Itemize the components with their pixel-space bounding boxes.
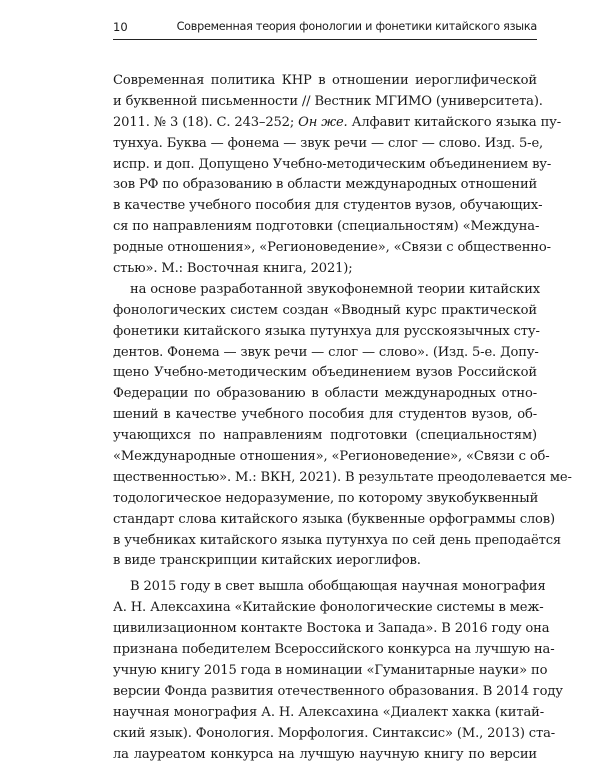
text-span: Алфавит китайского языка пу- <box>348 115 561 130</box>
text-line: зов РФ по образованию в области международных отношений <box>113 175 537 196</box>
text-line: фонетики китайского языка путунхуа для русскоязычных сту- <box>113 322 537 343</box>
text-line: Федерации по образованию в области международных отно- <box>113 384 537 405</box>
text-line: в виде транскрипции китайских иероглифов. <box>113 551 537 572</box>
text-line: А. Н. Алексахина «Китайские фонологические системы в меж- <box>113 598 537 619</box>
text-line: научная монография А. Н. Алексахина «Диалект хакка (китай- <box>113 703 537 724</box>
text-line: цивилизационном контакте Востока и Запада». В 2016 году она <box>113 619 537 640</box>
header-rule <box>113 39 537 40</box>
text-line: на основе разработанной звукофонемной теории китайских <box>113 280 537 301</box>
text-line: родные отношения», «Регионоведение», «Связи с общественно- <box>113 238 537 259</box>
text-line: в учебниках китайского языка путунхуа по сей день преподаётся <box>113 531 537 552</box>
paragraph-1 <box>113 71 537 280</box>
text-line: ся по направлениям подготовки (специальностям) «Междуна- <box>113 217 537 238</box>
text-line: стью». М.: Восточная книга, 2021); <box>113 259 537 280</box>
text-line: в качестве учебного пособия для студентов вузов, обучающих- <box>113 196 537 217</box>
text-line: учающихся по направлениям подготовки (специальностям) <box>113 426 537 447</box>
body-text <box>113 71 537 765</box>
text-line: испр. и доп. Допущено Учебно-методическим объединением ву- <box>113 155 537 176</box>
text-line: щественностью». М.: ВКН, 2021). В результате преодолевается ме- <box>113 468 537 489</box>
text-span: 2011. № 3 (18). С. 243–252; <box>113 115 294 130</box>
text-line: признана победителем Всероссийского конкурса на лучшую на- <box>113 640 537 661</box>
text-line: учную книгу 2015 года в номинации «Гуманитарные науки» по <box>113 661 537 682</box>
italic-author-ref: Он же. <box>298 115 347 130</box>
running-header <box>113 14 537 40</box>
text-line: ла лауреатом конкурса на лучшую научную книгу по версии <box>113 745 537 765</box>
paragraph-3 <box>113 577 537 765</box>
text-line: тунхуа. Буква — фонема — звук речи — слог — слово. Изд. 5-е, <box>113 134 537 155</box>
text-line: В 2015 году в свет вышла обобщающая научная монография <box>113 577 537 598</box>
text-line: версии Фонда развития отечественного образования. В 2014 году <box>113 682 537 703</box>
text-line: Современная политика КНР в отношении иероглифической <box>113 71 537 92</box>
text-line: дентов. Фонема — звук речи — слог — слово». (Изд. 5-е. Допу- <box>113 343 537 364</box>
text-line: «Международные отношения», «Регионоведение», «Связи с об- <box>113 447 537 468</box>
text-line: ский язык). Фонология. Морфология. Синтаксис» (М., 2013) ста- <box>113 724 537 745</box>
text-line: тодологическое недоразумение, по которому звукобуквенный <box>113 489 537 510</box>
running-title: Современная теория фонологии и фонетики китайского языка <box>177 20 537 33</box>
text-line: стандарт слова китайского языка (буквенные орфограммы слов) <box>113 510 537 531</box>
text-line: и буквенной письменности // Вестник МГИМО (университета). <box>113 92 537 113</box>
text-line <box>113 113 537 134</box>
paragraph-2 <box>113 280 537 572</box>
page-number: 10 <box>113 20 128 34</box>
text-line: шений в качестве учебного пособия для студентов вузов, об- <box>113 405 537 426</box>
text-line: фонологических систем создан «Вводный курс практической <box>113 301 537 322</box>
text-line: щено Учебно-методическим объединением вузов Российской <box>113 363 537 384</box>
